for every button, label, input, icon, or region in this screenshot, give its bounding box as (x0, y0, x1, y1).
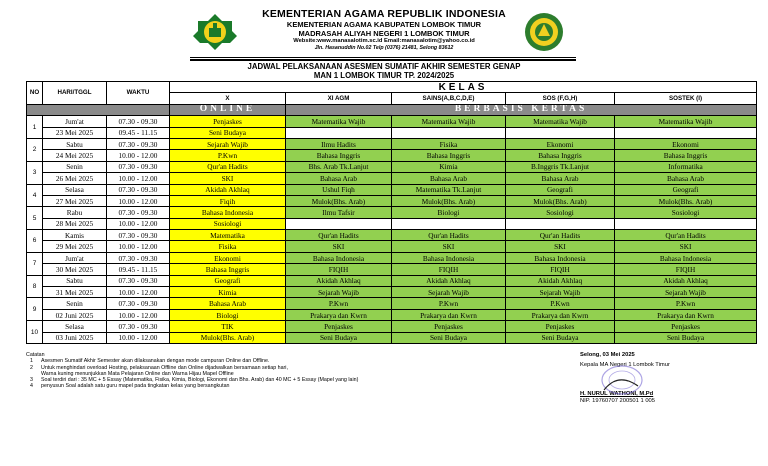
subject-cell-x: Geografi (170, 275, 286, 286)
subject-cell-sos: Penjaskes (506, 321, 615, 332)
note-text: Untuk menghindari overload Hosting, pelaksanaan Offline dan Online dijadwalkan bersamaan setiap hari, (41, 364, 288, 371)
row-number: 9 (27, 298, 43, 321)
subject-cell-sostek: Geografi (615, 184, 757, 195)
subject-cell-sains: Qur'an Hadits (392, 230, 506, 241)
header-line5: Jln. Hasanuddin No.02 Telp (0376) 21481, Selong 83612 (314, 45, 454, 51)
col-hari: HARI/TGGL (43, 82, 107, 105)
subject-cell-xi: Bahasa Indonesia (286, 252, 392, 263)
note-text: penyusun Soal adalah satu guru mapel pada tingkatan kelas yang bersangkutan (41, 383, 230, 390)
subject-cell-xi: Bhs. Arab Tk.Lanjut (286, 161, 392, 172)
row-number: 3 (27, 161, 43, 184)
row-number: 1 (27, 116, 43, 139)
subject-cell-x: Biologi (170, 309, 286, 320)
note-number: 4 (30, 383, 33, 390)
doc-title-line1: JADWAL PELAKSANAAN ASESMEN SUMATIF AKHIR SEMESTER GENAP (247, 62, 521, 71)
subject-cell-sostek: Informatika (615, 161, 757, 172)
subject-cell-x: P.Kwn (170, 150, 286, 161)
subject-cell-xi: P.Kwn (286, 298, 392, 309)
subject-cell-sos: P.Kwn (506, 298, 615, 309)
table-row (27, 287, 757, 298)
subject-cell-sos: Akidah Akhlaq (506, 275, 615, 286)
table-row (27, 218, 757, 229)
subject-cell-sostek: Ekonomi (615, 138, 757, 149)
subject-cell-sains: SKI (392, 241, 506, 252)
subject-cell-x: Bahasa Arab (170, 298, 286, 309)
row-date: 31 Mei 2025 (43, 287, 107, 298)
row-time: 07.30 - 09.30 (107, 321, 170, 332)
subject-cell-x: Bahasa Indonesia (170, 207, 286, 218)
col-waktu: WAKTU (107, 82, 170, 105)
table-row (27, 127, 757, 138)
header-rule-thick (190, 59, 576, 61)
row-number: 6 (27, 230, 43, 253)
subject-cell-xi: Ilmu Tafsir (286, 207, 392, 218)
subject-cell-sostek: Sosiologi (615, 207, 757, 218)
row-date: 29 Mei 2025 (43, 241, 107, 252)
class-sains: SAINS(A,B,C,D,E) (392, 93, 506, 104)
subject-cell-xi: Ilmu Hadits (286, 138, 392, 149)
note-number: 2 (30, 364, 33, 371)
class-sos: SOS (F,G,H) (506, 93, 615, 104)
subject-cell-xi: Bahasa Inggris (286, 150, 392, 161)
header-line2: KEMENTERIAN AGAMA KABUPATEN LOMBOK TIMUR (286, 20, 482, 29)
sign-place-date: Selong, 03 Mei 2025 (580, 352, 635, 358)
sign-role: Kepala MA Negeri 1 Lombok Timur (580, 362, 670, 368)
row-time: 07.30 - 09.30 (107, 207, 170, 218)
row-time: 07.30 - 09.30 (107, 184, 170, 195)
subject-cell-sains: Prakarya dan Kwrn (392, 309, 506, 320)
note-text: Asesmen Sumatif Akhir Semester akan dilaksanakan dengan mode campuran Online dan Offline. (41, 358, 270, 365)
note-number: 3 (30, 377, 33, 384)
subject-cell-xi (286, 127, 392, 138)
subject-cell-x: Sejarah Wajib (170, 138, 286, 149)
subject-cell-x: Mulok(Bhs. Arab) (170, 332, 286, 343)
subject-cell-sains (392, 127, 506, 138)
row-day: Sabtu (43, 275, 107, 286)
subject-cell-sains: Matematika Wajib (392, 116, 506, 127)
subject-cell-sos: Qur'an Hadits (506, 230, 615, 241)
row-time: 10.00 - 12.00 (107, 241, 170, 252)
subject-cell-xi: Bahasa Arab (286, 173, 392, 184)
row-time: 07.30 - 09.30 (107, 252, 170, 263)
subject-cell-sos: Sejarah Wajib (506, 287, 615, 298)
subject-cell-sostek: Bahasa Arab (615, 173, 757, 184)
row-date: 26 Mei 2025 (43, 173, 107, 184)
subject-cell-sos: Prakarya dan Kwrn (506, 309, 615, 320)
subject-cell-sains: P.Kwn (392, 298, 506, 309)
subject-cell-sos: Bahasa Indonesia (506, 252, 615, 263)
table-row (27, 298, 757, 309)
subject-cell-xi (286, 218, 392, 229)
row-number: 2 (27, 138, 43, 161)
subject-cell-x: Matematika (170, 230, 286, 241)
subject-cell-sos: Sosiologi (506, 207, 615, 218)
subject-cell-x: Ekonomi (170, 252, 286, 263)
subject-cell-sos: Geografi (506, 184, 615, 195)
row-date: 02 Juni 2025 (43, 309, 107, 320)
table-row (27, 173, 757, 184)
subject-cell-xi: Qur'an Hadits (286, 230, 392, 241)
table-row (27, 207, 757, 218)
col-no: NO (27, 82, 43, 105)
row-time: 10.00 - 12.00 (107, 218, 170, 229)
subject-cell-x: Qur'an Hadits (170, 161, 286, 172)
row-time: 07.30 - 09.30 (107, 230, 170, 241)
table-row (27, 138, 757, 149)
class-xi-agm: XI AGM (286, 93, 392, 104)
subject-cell-sains: Seni Budaya (392, 332, 506, 343)
class-sostek: SOSTEK (I) (615, 93, 757, 104)
mode-bar-spacer (27, 104, 170, 115)
row-day: Selasa (43, 321, 107, 332)
note-text: Soal terdiri dari : 35 MC + 5 Essay (Matematika, Fisika, Kimia, Biologi, Ekonomi dan Bhs. Arab) dan 40 MC + 5 Essay (Mapel yang lain) (41, 377, 359, 384)
subject-cell-sains: Bahasa Arab (392, 173, 506, 184)
subject-cell-sostek: Sejarah Wajib (615, 287, 757, 298)
subject-cell-sains: Kimia (392, 161, 506, 172)
subject-cell-sos (506, 127, 615, 138)
subject-cell-sostek: Qur'an Hadits (615, 230, 757, 241)
subject-cell-sos: Mulok(Bhs. Arab) (506, 195, 615, 206)
row-time: 10.00 - 12.00 (107, 150, 170, 161)
class-x: X (170, 93, 286, 104)
subject-cell-x: Sosiologi (170, 218, 286, 229)
subject-cell-xi: Mulok(Bhs. Arab) (286, 195, 392, 206)
subject-cell-sostek: Matematika Wajib (615, 116, 757, 127)
doc-title-line2: MAN 1 LOMBOK TIMUR TP. 2024/2025 (313, 71, 455, 80)
subject-cell-sains: Mulok(Bhs. Arab) (392, 195, 506, 206)
row-time: 07.30 - 09.30 (107, 138, 170, 149)
row-time: 09.45 - 11.15 (107, 264, 170, 275)
row-date: 27 Mei 2025 (43, 195, 107, 206)
subject-cell-sains: Penjaskes (392, 321, 506, 332)
row-number: 4 (27, 184, 43, 207)
subject-cell-sos: B.Inggris Tk.Lanjut (506, 161, 615, 172)
subject-cell-sains: Akidah Akhlaq (392, 275, 506, 286)
subject-cell-x: Akidah Akhlaq (170, 184, 286, 195)
table-row (27, 252, 757, 263)
subject-cell-xi: FIQIH (286, 264, 392, 275)
row-date: 24 Mei 2025 (43, 150, 107, 161)
table-row (27, 264, 757, 275)
subject-cell-sostek: Bahasa Inggris (615, 150, 757, 161)
header-rule (190, 57, 576, 58)
table-row (27, 275, 757, 286)
subject-cell-sos (506, 218, 615, 229)
subject-cell-sains: Matematika Tk.Lanjut (392, 184, 506, 195)
mode-online: ONLINE (170, 104, 286, 115)
row-date: 23 Mei 2025 (43, 127, 107, 138)
row-time: 07.30 - 09.30 (107, 161, 170, 172)
row-day: Selasa (43, 184, 107, 195)
sign-name: H. NURUL WATHONI, M.Pd (580, 391, 654, 397)
note-text: Warna kuning menunjukkan Mata Pelajaran Online dan Warna Hijau Mapel Offline (41, 370, 234, 377)
subject-cell-x: Kimia (170, 287, 286, 298)
letterhead (0, 8, 768, 52)
table-row (27, 230, 757, 241)
subject-cell-sos: SKI (506, 241, 615, 252)
row-date: 03 Juni 2025 (43, 332, 107, 343)
subject-cell-sostek: FIQIH (615, 264, 757, 275)
subject-cell-xi: Matematika Wajib (286, 116, 392, 127)
official-stamp (598, 364, 646, 396)
subject-cell-sostek: Akidah Akhlaq (615, 275, 757, 286)
row-number: 7 (27, 252, 43, 275)
row-time: 09.45 - 11.15 (107, 127, 170, 138)
sign-nip: NIP. 19760707 200501 1 005 (580, 398, 655, 404)
row-time: 10.00 - 12.00 (107, 287, 170, 298)
table-row (27, 241, 757, 252)
row-time: 07.30 - 09.30 (107, 275, 170, 286)
row-time: 10.00 - 12.00 (107, 332, 170, 343)
table-row (27, 161, 757, 172)
header-line1: KEMENTERIAN AGAMA REPUBLIK INDONESIA (262, 8, 506, 20)
subject-cell-sains (392, 218, 506, 229)
subject-cell-sostek: Seni Budaya (615, 332, 757, 343)
subject-cell-x: SKI (170, 173, 286, 184)
table-row (27, 150, 757, 161)
row-date: 28 Mei 2025 (43, 218, 107, 229)
row-day: Jum'at (43, 252, 107, 263)
subject-cell-xi: Sejarah Wajib (286, 287, 392, 298)
row-day: Senin (43, 161, 107, 172)
header-line3: MADRASAH ALIYAH NEGERI 1 LOMBOK TIMUR (298, 29, 470, 38)
table-row (27, 184, 757, 195)
subject-cell-sains: Sejarah Wajib (392, 287, 506, 298)
subject-cell-sains: Fisika (392, 138, 506, 149)
subject-cell-sostek: Mulok(Bhs. Arab) (615, 195, 757, 206)
subject-cell-sos: Bahasa Arab (506, 173, 615, 184)
subject-cell-sostek: P.Kwn (615, 298, 757, 309)
note-item (26, 383, 546, 389)
subject-cell-sains: Biologi (392, 207, 506, 218)
subject-cell-xi: Ushul Fiqh (286, 184, 392, 195)
subject-cell-sostek: Prakarya dan Kwrn (615, 309, 757, 320)
table-row (27, 321, 757, 332)
subject-cell-sostek (615, 218, 757, 229)
header-line4: Website:www.manasalotim.sc.id Email:manasalotim@yahoo.co.id (293, 38, 475, 44)
subject-cell-sos: Ekonomi (506, 138, 615, 149)
table-row (27, 195, 757, 206)
table-row (27, 309, 757, 320)
row-number: 10 (27, 321, 43, 344)
row-day: Senin (43, 298, 107, 309)
row-time: 07.30 - 09.30 (107, 116, 170, 127)
subject-cell-x: Bahasa Inggris (170, 264, 286, 275)
row-day: Kamis (43, 230, 107, 241)
mode-offline: BERBASIS KERTAS (286, 104, 757, 115)
row-date: 30 Mei 2025 (43, 264, 107, 275)
subject-cell-sos: Seni Budaya (506, 332, 615, 343)
subject-cell-xi: Akidah Akhlaq (286, 275, 392, 286)
notes (26, 352, 546, 390)
notes-heading: Catatan (26, 352, 45, 358)
subject-cell-sains: Bahasa Indonesia (392, 252, 506, 263)
subject-cell-xi: SKI (286, 241, 392, 252)
subject-cell-x: Penjaskes (170, 116, 286, 127)
subject-cell-x: Fisika (170, 241, 286, 252)
row-time: 07.30 - 09.30 (107, 298, 170, 309)
subject-cell-xi: Seni Budaya (286, 332, 392, 343)
row-day: Rabu (43, 207, 107, 218)
col-kelas: KELAS (170, 82, 757, 93)
subject-cell-sostek: SKI (615, 241, 757, 252)
row-day: Sabtu (43, 138, 107, 149)
subject-cell-xi: Penjaskes (286, 321, 392, 332)
subject-cell-x: Fiqih (170, 195, 286, 206)
subject-cell-sains: FIQIH (392, 264, 506, 275)
subject-cell-x: TIK (170, 321, 286, 332)
table-row (27, 116, 757, 127)
subject-cell-sos: Bahasa Inggris (506, 150, 615, 161)
subject-cell-sos: Matematika Wajib (506, 116, 615, 127)
subject-cell-sostek: Bahasa Indonesia (615, 252, 757, 263)
schedule-table (26, 81, 757, 344)
row-day: Jum'at (43, 116, 107, 127)
subject-cell-x: Seni Budaya (170, 127, 286, 138)
subject-cell-sostek: Penjaskes (615, 321, 757, 332)
subject-cell-sains: Bahasa Inggris (392, 150, 506, 161)
subject-cell-xi: Prakarya dan Kwrn (286, 309, 392, 320)
table-row (27, 332, 757, 343)
subject-cell-sos: FIQIH (506, 264, 615, 275)
row-time: 10.00 - 12.00 (107, 195, 170, 206)
note-number: 1 (30, 358, 33, 365)
row-time: 10.00 - 12.00 (107, 309, 170, 320)
row-number: 5 (27, 207, 43, 230)
subject-cell-sostek (615, 127, 757, 138)
row-time: 10.00 - 12.00 (107, 173, 170, 184)
row-number: 8 (27, 275, 43, 298)
